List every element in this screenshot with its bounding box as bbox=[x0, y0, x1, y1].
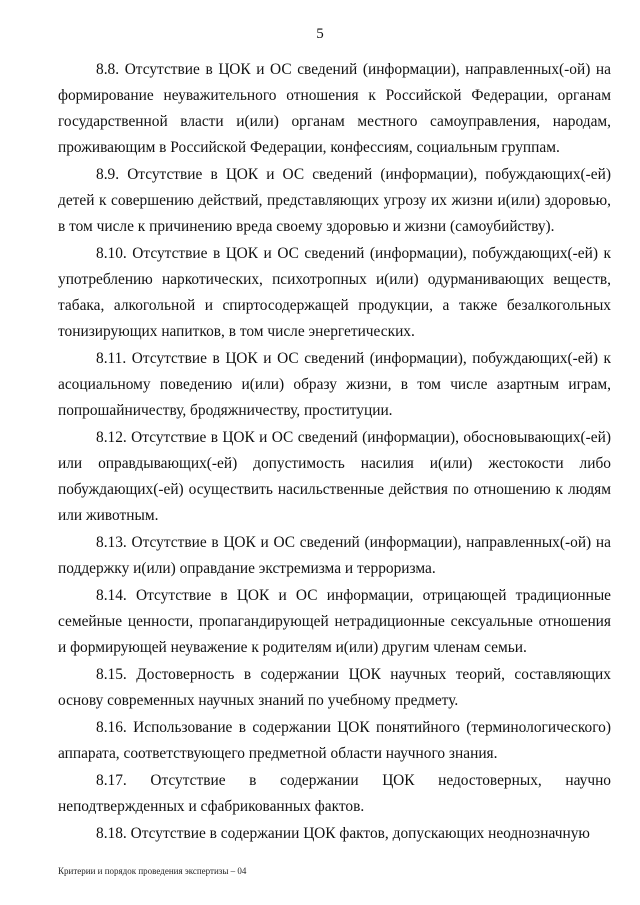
paragraph-8-16: 8.16. Использование в содержании ЦОК понятийного (терминологического) аппарата, соответствующего предметной области научного знания. bbox=[58, 719, 611, 762]
paragraph-8-12: 8.12. Отсутствие в ЦОК и ОС сведений (информации), обосновывающих(-ей) или оправдывающих(-ей) допустимость насилия и(или) жестокости либо побуждающих(-ей) осуществить насильственные действия по отношению к людям или животным. bbox=[58, 429, 611, 524]
paragraph-8-13: 8.13. Отсутствие в ЦОК и ОС сведений (информации), направленных(-ой) на поддержку и(или) оправдание экстремизма и терроризма. bbox=[58, 534, 611, 577]
paragraph-8-9: 8.9. Отсутствие в ЦОК и ОС сведений (информации), побуждающих(-ей) детей к совершению действий, представляющих угрозу их жизни и(или) здоровью, в том числе к причинению вреда своему здоровью и жизни (самоубийству). bbox=[58, 166, 611, 235]
paragraph-8-17: 8.17. Отсутствие в содержании ЦОК недостоверных, научно неподтвержденных и сфабрикованных фактов. bbox=[58, 772, 611, 815]
paragraph-8-11: 8.11. Отсутствие в ЦОК и ОС сведений (информации), побуждающих(-ей) к асоциальному поведению и(или) образу жизни, в том числе азартным играм, попрошайничеству, бродяжничеству, проституции. bbox=[58, 350, 611, 419]
document-body bbox=[58, 57, 611, 848]
paragraph-8-8: 8.8. Отсутствие в ЦОК и ОС сведений (информации), направленных(-ой) на формирование неуважительного отношения к Российской Федерации, органам государственной власти и(или) органам местного самоуправления, народам, проживающим в Российской Федерации, конфессиям, социальным группам. bbox=[58, 61, 611, 156]
paragraph-8-14: 8.14. Отсутствие в ЦОК и ОС информации, отрицающей традиционные семейные ценности, пропагандирующей нетрадиционные сексуальные отношения и формирующей неуважение к родителям и(или) другим членам семьи. bbox=[58, 587, 611, 656]
paragraph-8-18: 8.18. Отсутствие в содержании ЦОК фактов, допускающих неоднозначную bbox=[96, 825, 590, 842]
page-number: 5 bbox=[316, 26, 324, 42]
paragraph-8-10: 8.10. Отсутствие в ЦОК и ОС сведений (информации), побуждающих(-ей) к употреблению наркотических, психотропных и(или) одурманивающих веществ, табака, алкогольной и спиртосодержащей продукции, а также безалкогольных тонизирующих напитков, в том числе энергетических. bbox=[58, 245, 611, 340]
paragraph-8-15: 8.15. Достоверность в содержании ЦОК научных теорий, составляющих основу современных научных знаний по учебному предмету. bbox=[58, 666, 611, 709]
page-footer: Критерии и порядок проведения экспертизы – 04 bbox=[58, 866, 247, 876]
